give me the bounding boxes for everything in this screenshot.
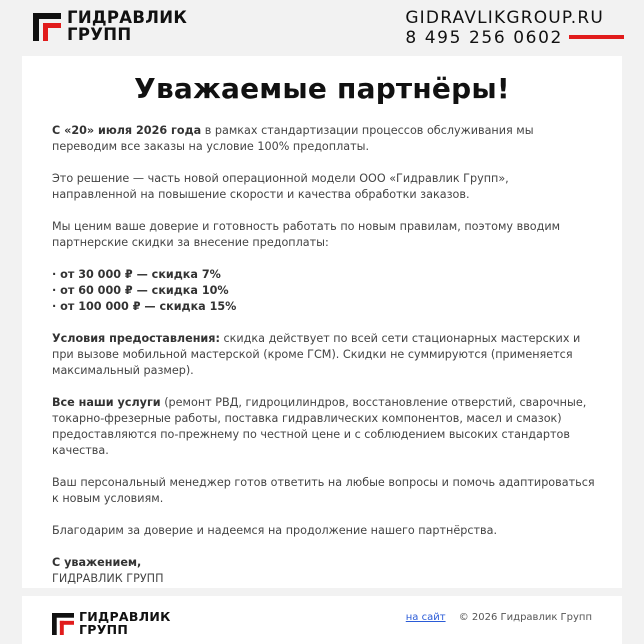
paragraph-intro bbox=[52, 123, 597, 155]
intro-date: С «20» июля 2026 года bbox=[52, 124, 202, 137]
brand-logo bbox=[33, 10, 187, 43]
email-header bbox=[0, 0, 644, 52]
copyright: © 2026 Гидравлик Групп bbox=[458, 612, 592, 623]
paragraph-thanks: Благодарим за доверие и надеемся на продолжение нашего партнёрства. bbox=[52, 524, 497, 537]
logo-wordmark bbox=[67, 10, 187, 43]
discount-item: · от 100 000 ₽ — скидка 15% bbox=[52, 300, 237, 313]
letter-card bbox=[22, 56, 622, 588]
services-text: (ремонт РВД, гидроцилиндров, восстановление отверстий, сварочные, токарно-фрезерные работы, поставка гидравлических компонентов, масел и смазок) предоставляются по-прежнему по честной цене и с соблюдением высоких стандартов качества. bbox=[52, 396, 587, 457]
discount-list bbox=[52, 267, 597, 315]
footer-links bbox=[406, 612, 592, 623]
logo-mark-icon bbox=[33, 13, 61, 41]
discount-item: · от 60 000 ₽ — скидка 10% bbox=[52, 284, 229, 297]
conditions-text: скидка действует по всей сети стационарных мастерских и при вызове мобильной мастерской (кроме ГСМ). Скидки не суммируются (применяется максимальный размер). bbox=[52, 332, 581, 377]
site-link[interactable]: на сайт bbox=[405, 612, 446, 623]
logo-mark-icon bbox=[52, 613, 74, 635]
discount-item: · от 30 000 ₽ — скидка 7% bbox=[52, 268, 221, 281]
footer-logo-wordmark bbox=[79, 611, 171, 636]
footer-logo bbox=[52, 611, 171, 636]
contact-info bbox=[405, 8, 604, 48]
logo-line-1: ГИДРАВЛИК bbox=[67, 8, 188, 27]
signature bbox=[52, 555, 597, 587]
services-label: Все наши услуги bbox=[52, 396, 161, 409]
signature-name: ГИДРАВЛИК ГРУПП bbox=[52, 572, 164, 585]
logo-line-2: ГРУПП bbox=[67, 24, 132, 44]
paragraph-manager: Ваш персональный менеджер готов ответить на любые вопросы и помочь адаптироваться к новым условиям. bbox=[52, 476, 595, 505]
paragraph-discounts-intro: Мы ценим ваше доверие и готовность работать по новым правилам, поэтому вводим партнерские скидки за внесение предоплаты: bbox=[52, 220, 561, 249]
footer-logo-line-1: ГИДРАВЛИК bbox=[79, 609, 171, 624]
signature-greeting: С уважением, bbox=[52, 556, 142, 569]
letter-title: Уважаемые партнёры! bbox=[134, 72, 510, 105]
paragraph-decision: Это решение — часть новой операционной модели ООО «Гидравлик Групп», направленной на повышение скорости и качества обработки заказов. bbox=[52, 172, 509, 201]
paragraph-services bbox=[52, 395, 597, 459]
paragraph-conditions bbox=[52, 331, 597, 379]
footer-logo-line-2: ГРУПП bbox=[79, 621, 129, 637]
phone-number[interactable]: 8 495 256 0602 bbox=[405, 28, 563, 48]
letter-content bbox=[52, 123, 597, 587]
site-url[interactable]: GIDRAVLIKGROUP.RU bbox=[405, 8, 604, 28]
accent-bar bbox=[569, 35, 624, 39]
email-footer bbox=[22, 596, 622, 644]
conditions-label: Условия предоставления: bbox=[52, 332, 220, 345]
intro-text: в рамках стандартизации процессов обслуживания мы переводим все заказы на условие 100% предоплаты. bbox=[52, 124, 534, 153]
